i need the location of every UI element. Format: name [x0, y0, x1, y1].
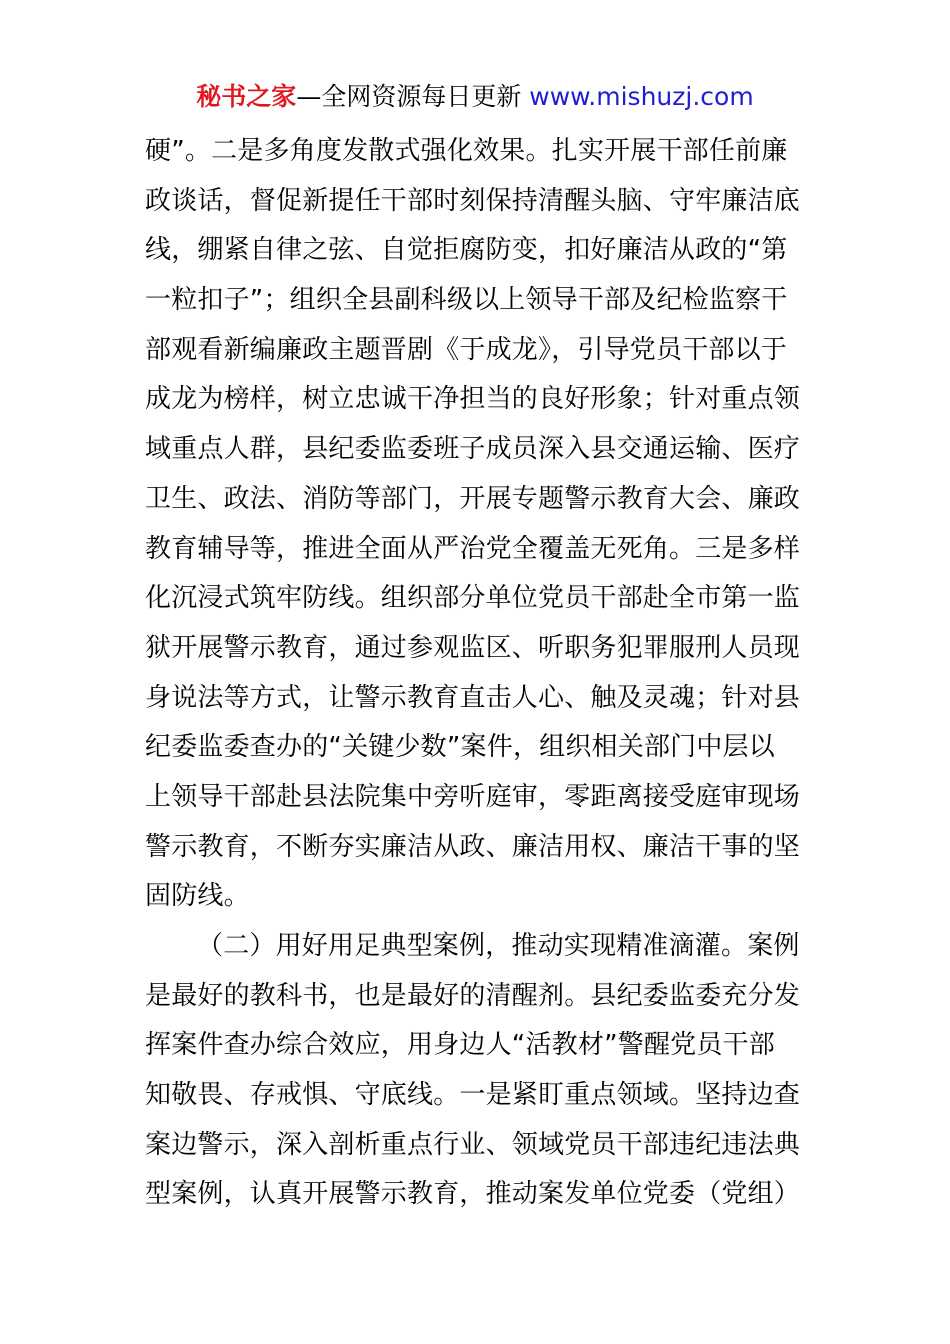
text-line: 固防线。 [145, 881, 250, 912]
text-line: 纪委监委查办的“关键少数”案件，组织相关部门中层以 [145, 732, 775, 763]
document-body [145, 127, 815, 1220]
text-line: 部观看新编廉政主题晋剧《于成龙》，引导党员干部以于 [145, 334, 788, 365]
site-url-link[interactable]: www.mishuzj.com [529, 82, 754, 111]
text-line: 一粒扣子”；组织全县副科级以上领导干部及纪检监察干 [145, 285, 788, 316]
text-line: 型案例，认真开展警示教育，推动案发单位党委（党组） [145, 1179, 801, 1210]
header-tagline: —全网资源每日更新 [296, 82, 530, 111]
text-line: 政谈话，督促新提任干部时刻保持清醒头脑、守牢廉洁底 [145, 185, 801, 216]
text-line: 域重点人群，县纪委监委班子成员深入县交通运输、医疗 [145, 434, 801, 465]
text-line: 是最好的教科书，也是最好的清醒剂。县纪委监委充分发 [145, 980, 801, 1011]
text-line: 狱开展警示教育，通过参观监区、听职务犯罪服刑人员现 [145, 632, 801, 663]
text-line: 教育辅导等，推进全面从严治党全覆盖无死角。三是多样 [145, 533, 801, 564]
text-line: 上领导干部赴县法院集中旁听庭审，零距离接受庭审现场 [145, 781, 801, 812]
text-line: 成龙为榜样，树立忠诚干净担当的良好形象；针对重点领 [145, 384, 801, 415]
text-line: 硬”。二是多角度发散式强化效果。扎实开展干部任前廉 [145, 136, 788, 166]
text-line: 警示教育，不断夯实廉洁从政、廉洁用权、廉洁干事的坚 [145, 831, 801, 862]
text-line: 案边警示，深入剖析重点行业、领域党员干部违纪违法典 [145, 1129, 801, 1160]
text-line: 线，绷紧自律之弦、自觉拒腐防变，扣好廉洁从政的“第 [145, 235, 788, 266]
text-line: 卫生、政法、消防等部门，开展专题警示教育大会、廉政 [145, 483, 801, 514]
text-line: 知敬畏、存戒惧、守底线。一是紧盯重点领域。坚持边查 [145, 1080, 801, 1111]
text-line: 挥案件查办综合效应，用身边人“活教材”警醒党员干部 [145, 1030, 775, 1061]
site-header [0, 80, 950, 114]
text-line: 化沉浸式筑牢防线。组织部分单位党员干部赴全市第一监 [145, 583, 801, 614]
brand-name: 秘书之家 [196, 82, 297, 111]
section-heading-line: （二）用好用足典型案例，推动实现精准滴灌。案例 [197, 931, 800, 961]
text-line: 身说法等方式，让警示教育直击人心、触及灵魂；针对县 [145, 682, 801, 713]
